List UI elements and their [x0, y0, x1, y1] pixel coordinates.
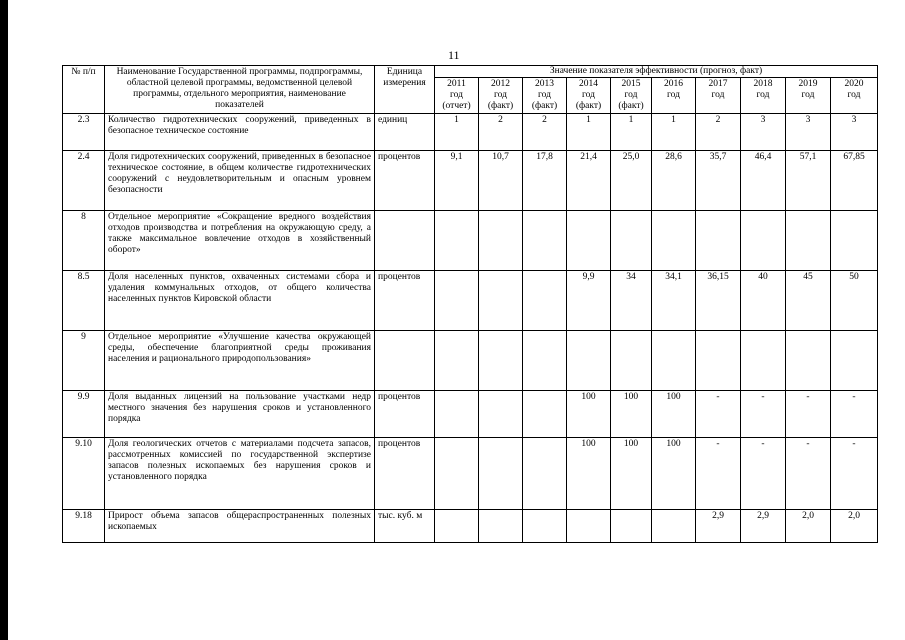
scan-edge-bar	[0, 0, 8, 640]
value-cell	[435, 271, 479, 331]
value-cell: 1	[652, 114, 696, 151]
value-cell: 100	[567, 391, 611, 438]
value-cell: -	[696, 438, 741, 510]
value-cell: 34,1	[652, 271, 696, 331]
indicator-name: Отдельное мероприятие «Улучшение качества окружающей среды, обеспечение благоприятной среды проживания населения и рационального природопользования»	[105, 331, 375, 391]
header-year-2016	[652, 78, 696, 114]
value-cell	[435, 438, 479, 510]
unit-of-measure: процентов	[375, 438, 435, 510]
value-cell	[831, 211, 878, 271]
value-cell: 57,1	[786, 151, 831, 211]
value-cell: 100	[611, 438, 652, 510]
value-cell: 40	[741, 271, 786, 331]
header-year-word: год	[494, 90, 507, 100]
value-cell: 9,9	[567, 271, 611, 331]
value-cell	[567, 331, 611, 391]
header-year-word: год	[582, 90, 595, 100]
value-cell: 2	[479, 114, 523, 151]
value-cell	[696, 331, 741, 391]
header-name: Наименование Государственной программы, подпрограммы, областной целевой программы, ведомственной целевой программы, отдельного мероприятия, наименование показателей	[105, 66, 375, 114]
indicator-name: Отдельное мероприятие «Сокращение вредного воздействия отходов производства и потребления на окружающую среду, а также максимальное вовлечение отходов в хозяйственный оборот»	[105, 211, 375, 271]
header-unit: Единица измерения	[375, 66, 435, 114]
value-cell	[479, 391, 523, 438]
header-year-year: 2020	[844, 79, 864, 89]
header-year-year: 2015	[621, 79, 641, 89]
value-cell	[611, 211, 652, 271]
value-cell	[567, 211, 611, 271]
indicator-name: Доля геологических отчетов с материалами подсчета запасов, рассмотренных комиссией по государственной экспертизе запасов полезных ископаемых без нарушения сроков и установленного порядка	[105, 438, 375, 510]
header-values: Значение показателя эффективности (прогноз, факт)	[435, 66, 878, 78]
value-cell	[741, 211, 786, 271]
header-year-2015	[611, 78, 652, 114]
value-cell	[786, 211, 831, 271]
value-cell: 36,15	[696, 271, 741, 331]
row-number: 9.18	[63, 510, 105, 543]
value-cell	[523, 391, 567, 438]
row-number: 8	[63, 211, 105, 271]
header-year-word: год	[801, 90, 815, 100]
header-year-word: год	[756, 90, 770, 100]
header-year-2014	[567, 78, 611, 114]
header-year-year: 2014	[579, 79, 598, 89]
value-cell	[611, 510, 652, 543]
indicator-name: Прирост объема запасов общераспространенных полезных ископаемых	[105, 510, 375, 543]
value-cell	[567, 510, 611, 543]
value-cell: 1	[567, 114, 611, 151]
header-year-2017	[696, 78, 741, 114]
value-cell: 100	[611, 391, 652, 438]
value-cell	[831, 331, 878, 391]
indicator-name: Доля выданных лицензий на пользование участками недр местного значения без нарушения сроков и установленного порядка	[105, 391, 375, 438]
unit-of-measure: единиц	[375, 114, 435, 151]
header-year-word: год	[711, 90, 725, 100]
value-cell: -	[831, 391, 878, 438]
header-year-year: 2018	[753, 79, 773, 89]
table-body	[63, 114, 878, 543]
value-cell: 100	[652, 391, 696, 438]
header-year-word: год	[538, 90, 551, 100]
value-cell: 2,9	[696, 510, 741, 543]
header-year-2020	[831, 78, 878, 114]
header-year-2018	[741, 78, 786, 114]
value-cell: 28,6	[652, 151, 696, 211]
header-year-word: год	[624, 90, 638, 100]
value-cell	[523, 211, 567, 271]
row-number: 9.10	[63, 438, 105, 510]
table-row	[63, 151, 878, 211]
value-cell	[479, 271, 523, 331]
header-year-2012	[479, 78, 523, 114]
value-cell	[435, 211, 479, 271]
value-cell	[652, 331, 696, 391]
value-cell	[479, 438, 523, 510]
value-cell: 2,9	[741, 510, 786, 543]
value-cell: 9,1	[435, 151, 479, 211]
value-cell: 21,4	[567, 151, 611, 211]
header-year-note: (факт)	[575, 101, 602, 111]
value-cell	[523, 510, 567, 543]
value-cell: 2,0	[786, 510, 831, 543]
header-year-word: год	[667, 90, 680, 100]
header-year-note: (факт)	[487, 101, 514, 111]
table-row	[63, 438, 878, 510]
value-cell: 100	[652, 438, 696, 510]
table-row	[63, 331, 878, 391]
value-cell	[786, 331, 831, 391]
value-cell: 17,8	[523, 151, 567, 211]
value-cell: 35,7	[696, 151, 741, 211]
indicator-name: Количество гидротехнических сооружений, приведенных в безопасное техническое состояние	[105, 114, 375, 151]
table-row	[63, 510, 878, 543]
row-number: 8.5	[63, 271, 105, 331]
value-cell: -	[831, 438, 878, 510]
value-cell	[479, 510, 523, 543]
value-cell: 50	[831, 271, 878, 331]
value-cell: 3	[741, 114, 786, 151]
table-row	[63, 391, 878, 438]
value-cell: -	[786, 438, 831, 510]
row-number: 9.9	[63, 391, 105, 438]
unit-of-measure: процентов	[375, 391, 435, 438]
value-cell	[435, 331, 479, 391]
value-cell	[523, 438, 567, 510]
value-cell: 67,85	[831, 151, 878, 211]
value-cell: 3	[786, 114, 831, 151]
value-cell: -	[741, 438, 786, 510]
value-cell: 1	[435, 114, 479, 151]
value-cell: 2	[696, 114, 741, 151]
unit-of-measure	[375, 211, 435, 271]
value-cell: 2	[523, 114, 567, 151]
table-row	[63, 211, 878, 271]
page-number: 11	[448, 48, 460, 62]
header-year-year: 2017	[708, 79, 728, 89]
header-year-note: (факт)	[531, 101, 558, 111]
header-num: № п/п	[63, 66, 105, 114]
value-cell	[696, 211, 741, 271]
value-cell	[479, 331, 523, 391]
header-year-note: (отчет)	[442, 101, 471, 111]
header-year-word: год	[847, 90, 861, 100]
header-year-2019	[786, 78, 831, 114]
row-number: 2.4	[63, 151, 105, 211]
value-cell	[479, 211, 523, 271]
table-row	[63, 271, 878, 331]
header-year-2013	[523, 78, 567, 114]
value-cell: 3	[831, 114, 878, 151]
indicator-table	[62, 65, 878, 543]
value-cell: -	[786, 391, 831, 438]
indicator-name: Доля гидротехнических сооружений, приведенных в безопасное техническое состояние, в общем количестве гидротехнических сооружений с неудовлетворительным и опасным уровнем безопасности	[105, 151, 375, 211]
value-cell	[652, 211, 696, 271]
value-cell: 100	[567, 438, 611, 510]
row-number: 2.3	[63, 114, 105, 151]
header-year-year: 2016	[664, 79, 683, 89]
value-cell: 2,0	[831, 510, 878, 543]
value-cell	[435, 391, 479, 438]
value-cell: 25,0	[611, 151, 652, 211]
row-number: 9	[63, 331, 105, 391]
value-cell	[523, 271, 567, 331]
value-cell	[435, 510, 479, 543]
indicator-name: Доля населенных пунктов, охваченных системами сбора и удаления коммунальных отходов, от общего количества населенных пунктов Кировской области	[105, 271, 375, 331]
unit-of-measure: тыс. куб. м	[375, 510, 435, 543]
header-year-word: год	[450, 90, 463, 100]
header-year-year: 2013	[535, 79, 554, 89]
header-year-year: 2019	[798, 79, 818, 89]
value-cell: -	[696, 391, 741, 438]
header-year-year: 2012	[491, 79, 510, 89]
value-cell	[741, 331, 786, 391]
table-row	[63, 114, 878, 151]
value-cell	[611, 331, 652, 391]
unit-of-measure: процентов	[375, 151, 435, 211]
header-row-1	[63, 66, 878, 78]
value-cell: -	[741, 391, 786, 438]
value-cell: 34	[611, 271, 652, 331]
value-cell	[523, 331, 567, 391]
value-cell: 46,4	[741, 151, 786, 211]
unit-of-measure: процентов	[375, 271, 435, 331]
header-year-note: (факт)	[618, 101, 644, 111]
header-year-2011	[435, 78, 479, 114]
header-year-year: 2011	[447, 79, 466, 89]
value-cell: 1	[611, 114, 652, 151]
value-cell: 10,7	[479, 151, 523, 211]
value-cell: 45	[786, 271, 831, 331]
unit-of-measure	[375, 331, 435, 391]
value-cell	[652, 510, 696, 543]
